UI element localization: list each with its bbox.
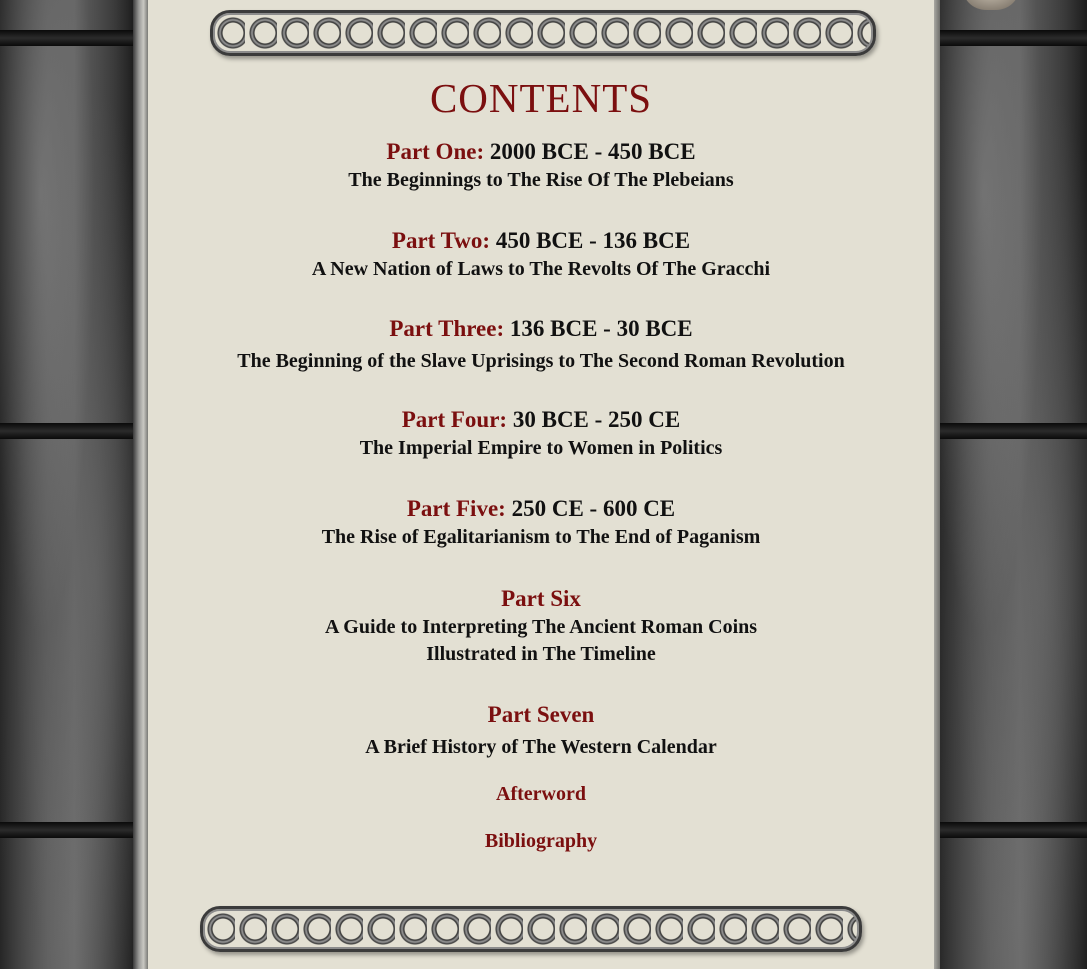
part-description: The Imperial Empire to Women in Politics xyxy=(359,437,723,459)
part-description: A Guide to Interpreting The Ancient Roman Coins xyxy=(324,616,758,638)
part-label[interactable]: Part Two: xyxy=(391,228,491,253)
panel-band xyxy=(0,423,135,439)
part-label[interactable]: Part Three: xyxy=(389,316,505,341)
part-description: A Brief History of The Western Calendar xyxy=(365,736,717,758)
part-description: Illustrated in The Timeline xyxy=(426,643,656,665)
part-label[interactable]: Part Four: xyxy=(401,407,508,432)
part-label[interactable]: Part Five: xyxy=(406,496,506,521)
bibliography-link[interactable]: Bibliography xyxy=(484,830,598,852)
part-four[interactable] xyxy=(148,405,934,462)
part-five[interactable] xyxy=(148,494,934,551)
part-two[interactable] xyxy=(148,226,934,283)
part-dates: 30 BCE - 250 CE xyxy=(512,407,681,432)
part-dates: 2000 BCE - 450 BCE xyxy=(489,139,696,164)
part-heading[interactable] xyxy=(148,494,934,524)
right-stone-panel xyxy=(938,0,1087,969)
part-heading[interactable] xyxy=(148,700,934,730)
part-label[interactable]: Part Seven xyxy=(487,702,595,727)
celtic-knot-bottom-icon xyxy=(200,906,862,952)
part-description: A New Nation of Laws to The Revolts Of The Gracchi xyxy=(311,258,771,280)
part-label[interactable]: Part One: xyxy=(386,139,485,164)
afterword-link[interactable]: Afterword xyxy=(496,783,586,805)
part-description: The Rise of Egalitarianism to The End of Paganism xyxy=(321,526,761,548)
panel-band xyxy=(938,423,1087,439)
page-title: CONTENTS xyxy=(429,75,653,121)
part-dates: 250 CE - 600 CE xyxy=(511,496,676,521)
panel-band xyxy=(0,822,135,838)
left-scroll-edge xyxy=(133,0,148,969)
part-heading[interactable] xyxy=(148,405,934,435)
part-description: The Beginnings to The Rise Of The Plebeians xyxy=(348,169,734,191)
right-scroll-edge xyxy=(934,0,940,969)
panel-band xyxy=(938,822,1087,838)
part-three[interactable] xyxy=(148,314,934,375)
part-heading[interactable] xyxy=(148,226,934,256)
part-one[interactable] xyxy=(148,137,934,194)
panel-band xyxy=(938,30,1087,46)
part-description: The Beginning of the Slave Uprisings to The Second Roman Revolution xyxy=(237,350,845,372)
part-dates: 450 BCE - 136 BCE xyxy=(495,228,691,253)
part-heading[interactable] xyxy=(148,584,934,614)
celtic-knot-top-icon xyxy=(210,10,876,56)
part-label[interactable]: Part Six xyxy=(501,586,581,611)
part-six[interactable] xyxy=(148,584,934,668)
panel-band xyxy=(0,30,135,46)
part-heading[interactable] xyxy=(148,137,934,167)
part-seven[interactable] xyxy=(148,700,934,761)
left-stone-panel xyxy=(0,0,135,969)
part-dates: 136 BCE - 30 BCE xyxy=(509,316,693,341)
part-heading[interactable] xyxy=(148,314,934,344)
